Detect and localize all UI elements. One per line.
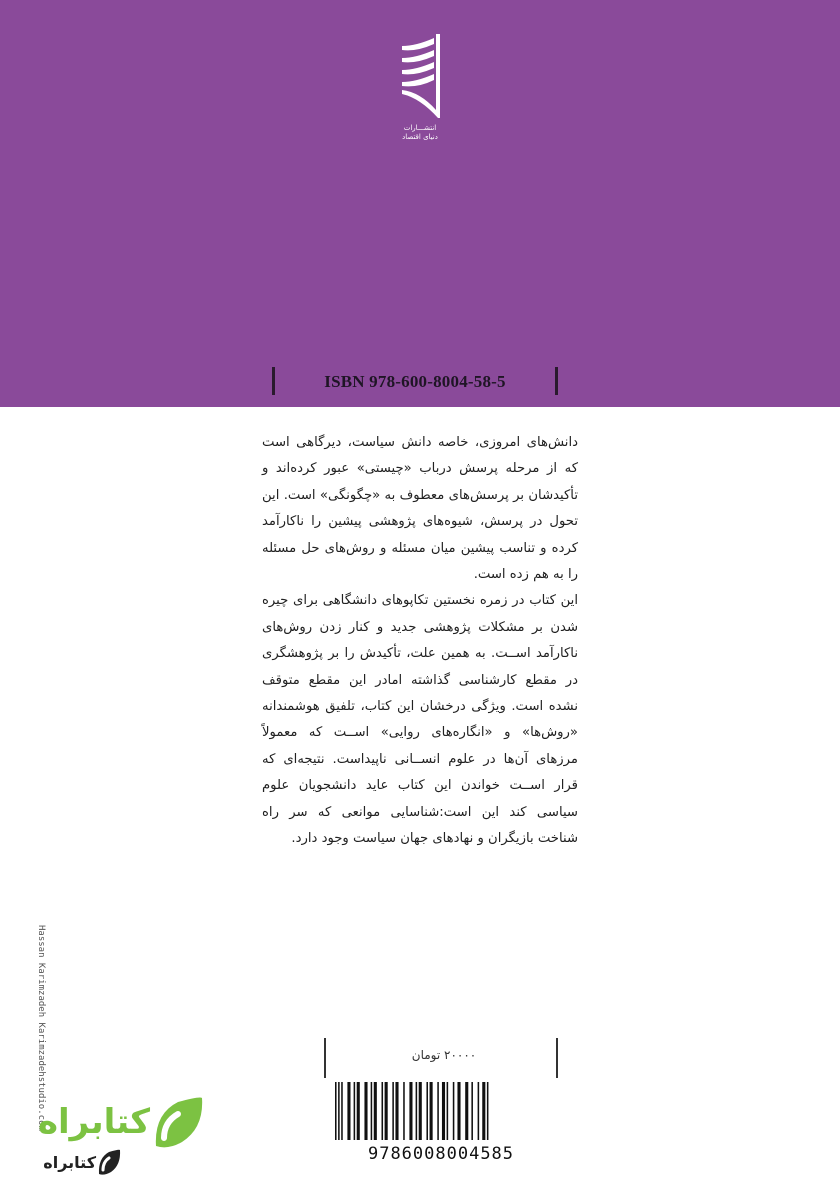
- publisher-logo: [380, 28, 460, 144]
- barcode-bar: [453, 1082, 455, 1140]
- barcode-bar: [385, 1082, 388, 1140]
- blurb-paragraph-1: دانش‌های امروزی، خاصه دانش سیاست، دیرگاهی است که از مرحله پرسش درباب «چیستی» عبور کرده‌اند و تأکیدشان بر پرسش‌های معطوف به «چگونگی» است. این تحول در پرسش، شیوه‌های پژوهشی پیشین را ناکارآمد کرده و تناسب پیشین میان مسئله و روش‌های حل مسئله را به هم زده است.: [262, 435, 578, 583]
- blurb-paragraph-2: این کتاب در زمره نخستین تکاپوهای دانشگاهی برای چیره شدن بر مشکلات پژوهشی جدید و کنار زدن روش‌های ناکارآمد اســت. به همین علت، تأکیدش را بر پژوهشگری در مقطع کارشناسی گذاشته امادر این مقطع متوقف نشده است. ویژگی درخشان این کتاب، تلفیق هوشمندانه «روش‌ها» و «انگاره‌های روایی» اســت که معمولاً مرزهای آن‌ها در علوم انســانی ناپیداست. نتیجه‌ای که قرار اســت خواندن این کتاب عاید دانشجویان علوم سیاسی کند این است:شناسایی موانعی که سر راه شناخت بازیگران و نهادهای جهان سیاست وجود دارد.: [262, 593, 578, 847]
- barcode-bar: [338, 1082, 340, 1140]
- barcode-bar: [341, 1082, 343, 1140]
- barcode-bar: [347, 1082, 350, 1140]
- publisher-name-line2: دنیای اقتصاد: [402, 133, 438, 141]
- barcode-bar: [482, 1082, 485, 1140]
- isbn-number: ISBN 978-600-8004-58-5: [324, 372, 506, 391]
- isbn-bar-right-tick: [555, 367, 558, 395]
- barcode-bar: [335, 1082, 337, 1140]
- barcode-bar: [426, 1082, 428, 1140]
- price-label: ۲۰۰۰۰ تومان: [411, 1048, 477, 1062]
- barcode-bar: [382, 1082, 384, 1140]
- small-leaf-icon: [96, 1148, 122, 1176]
- book-pages-icon: [380, 28, 460, 124]
- barcode-bar: [465, 1082, 468, 1140]
- barcode: [327, 1082, 555, 1168]
- barcode-digits: 9786008004585: [367, 1144, 515, 1164]
- barcode-bar: [419, 1082, 422, 1140]
- barcode-bar: [487, 1082, 489, 1140]
- barcode-bar: [364, 1082, 367, 1140]
- barcode-bar: [354, 1082, 356, 1140]
- barcode-bar: [409, 1082, 412, 1140]
- barcode-bar: [374, 1082, 377, 1140]
- barcode-bar: [471, 1082, 473, 1140]
- barcode-bar: [457, 1082, 460, 1140]
- publisher-name: [380, 124, 460, 142]
- leaf-icon: [150, 1094, 206, 1150]
- back-cover-blurb: [262, 430, 578, 853]
- barcode-bar: [357, 1082, 360, 1140]
- barcode-bar: [478, 1082, 480, 1140]
- watermark-large-text: کتابراه: [37, 1102, 150, 1142]
- barcode-bar: [416, 1082, 418, 1140]
- price-bar: [324, 1038, 558, 1078]
- isbn-bar: [272, 364, 558, 398]
- barcode-bar: [437, 1082, 439, 1140]
- barcode-bar: [392, 1082, 394, 1140]
- watermark-small-text: کتابراه: [43, 1153, 96, 1172]
- barcode-bar: [371, 1082, 373, 1140]
- barcode-bar: [430, 1082, 433, 1140]
- barcode-bar: [447, 1082, 449, 1140]
- barcode-bars: [327, 1082, 555, 1144]
- barcode-bar: [442, 1082, 445, 1140]
- price-bar-left-tick: [324, 1038, 326, 1078]
- designer-credit: Hassan Karimzadeh Karimzadehstudio.com: [36, 925, 46, 1131]
- publisher-name-line1: انتشـــارات: [403, 124, 437, 132]
- barcode-bar: [395, 1082, 398, 1140]
- cover-top-band: [0, 0, 840, 407]
- price-bar-right-tick: [556, 1038, 558, 1078]
- barcode-bar: [403, 1082, 405, 1140]
